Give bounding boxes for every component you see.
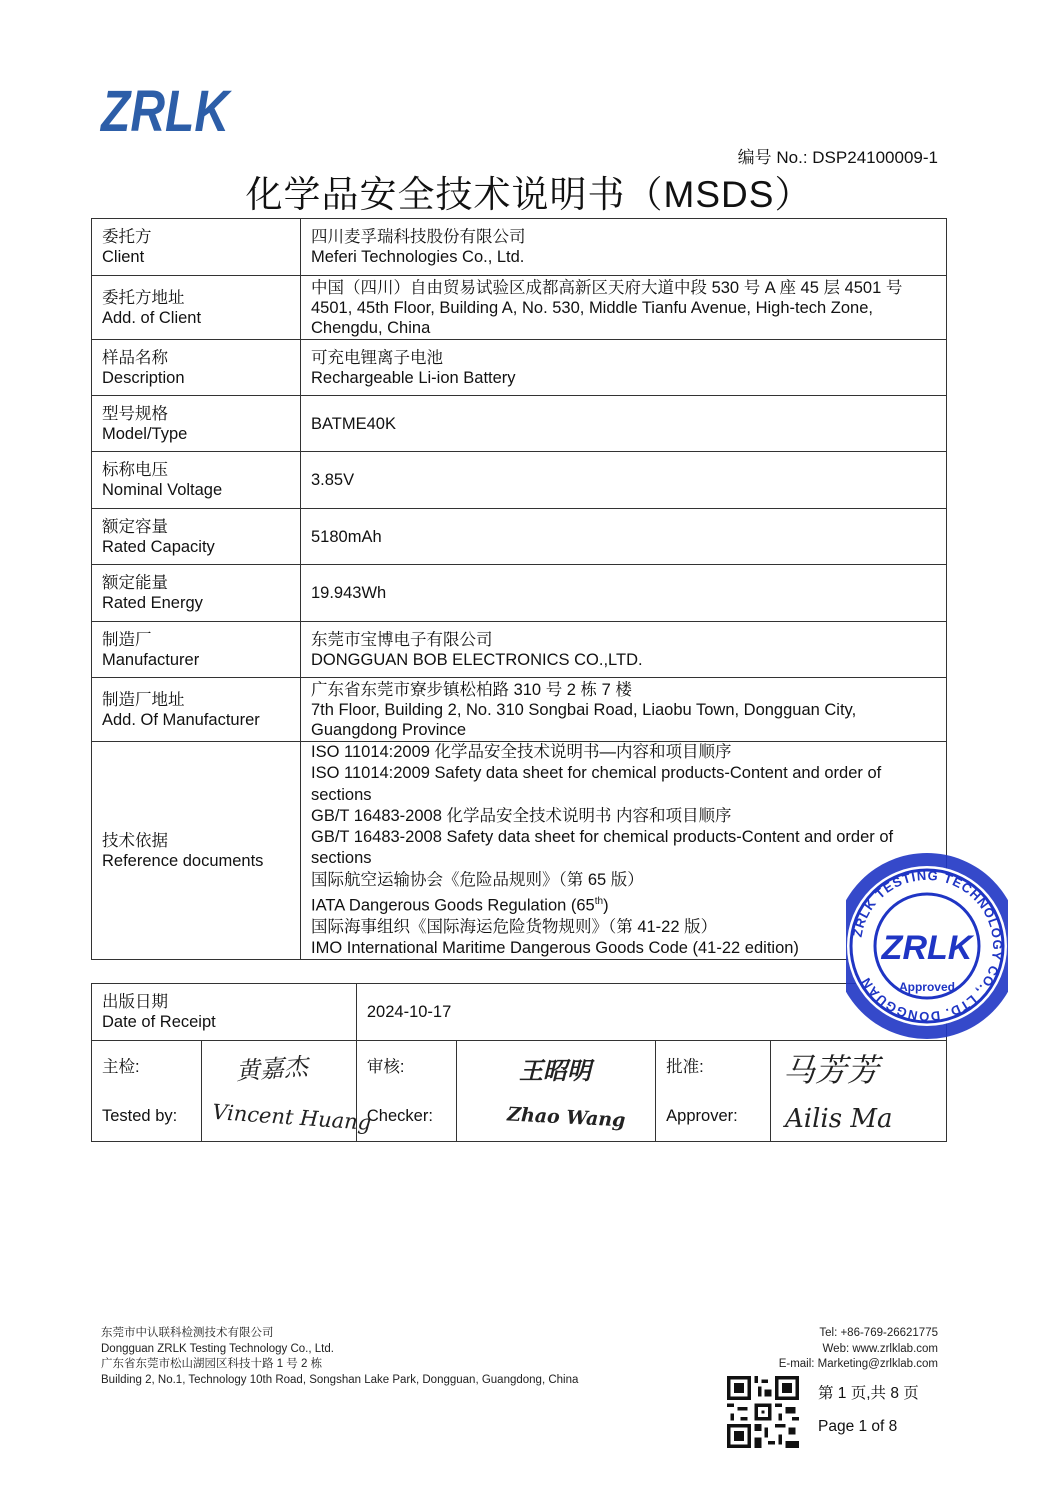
row-manufacturer-address — [92, 678, 947, 742]
footer-line: Dongguan ZRLK Testing Technology Co., Ltd. — [101, 1342, 334, 1355]
footer-email[interactable]: E-mail: Marketing@zrlklab.com — [778, 1358, 938, 1370]
value-line: 7th Floor, Building 2, No. 310 Songbai Road, Liaobu Town, Dongguan City, — [311, 700, 857, 719]
footer-line: 广东省东莞市松山湖园区科技十路 1 号 2 栋 — [101, 1358, 323, 1370]
row-voltage — [92, 452, 947, 509]
reference-line: GB/T 16483-2008 化学品安全技术说明书 内容和项目顺序 — [311, 806, 732, 825]
checker-cn: 审核: — [366, 1058, 405, 1076]
approver-cn: 批准: — [666, 1058, 704, 1076]
tested-by-en: Tested by: — [102, 1107, 178, 1125]
row-signatures — [92, 1041, 947, 1142]
value-line: 东莞市宝博电子有限公司 — [311, 630, 493, 649]
row-reference-documents — [92, 742, 947, 960]
row-date-of-receipt — [92, 984, 947, 1041]
value-line: Chengdu, China — [311, 318, 431, 337]
reference-line: ISO 11014:2009 化学品安全技术说明书—内容和项目顺序 — [311, 743, 732, 761]
footer-line: 东莞市中认联科检测技术有限公司 — [101, 1327, 274, 1339]
footer-contact — [779, 1326, 938, 1373]
value-line: Meferi Technologies Co., Ltd. — [311, 248, 525, 266]
label-en: Date of Receipt — [102, 1013, 216, 1031]
value-line: 中国（四川）自由贸易试验区成都高新区天府大道中段 530 号 A 座 45 层 4501 号 — [311, 278, 903, 297]
signature-cn: 王昭明 — [519, 1056, 592, 1085]
row-client — [92, 219, 947, 276]
page-number-en: Page 1 of 8 — [818, 1418, 898, 1435]
row-model — [92, 396, 947, 452]
document-number: 编号 No.: DSP24100009-1 — [737, 148, 938, 167]
approver-en: Approver: — [666, 1107, 738, 1125]
checker-signature — [457, 1041, 656, 1142]
reference-line: IMO International Maritime Dangerous Goods Code (41-22 edition) — [311, 939, 799, 958]
reference-line: 国际海事组织《国际海运危险货物规则》（第 41-22 版） — [311, 917, 718, 936]
footer-line: Building 2, No.1, Technology 10th Road, Songshan Lake Park, Dongguan, Guangdong, China — [101, 1373, 579, 1386]
stamp-center: ZRLK — [881, 929, 973, 967]
reference-line: ISO 11014:2009 Safety data sheet for chemical products-Content and order of — [311, 764, 882, 783]
signature-cn: 马芳芳 — [783, 1051, 880, 1089]
iata-text: IATA Dangerous Goods Regulation (65 — [311, 896, 595, 915]
iata-close: ) — [603, 896, 609, 915]
label-en: Manufacturer — [102, 650, 200, 669]
logo-text: ZRLK — [99, 79, 233, 144]
label-en: Description — [102, 368, 185, 387]
label-cn: 委托方 — [102, 228, 152, 246]
signature-en: Ailis Ma — [785, 1104, 893, 1134]
iata-superscript: th — [594, 896, 604, 908]
value-line: 5180mAh — [301, 509, 947, 565]
approval-stamp — [846, 851, 1008, 1041]
label-cn: 样品名称 — [102, 348, 168, 367]
label-cn: 额定能量 — [102, 574, 168, 592]
row-capacity — [92, 509, 947, 565]
row-manufacturer — [92, 622, 947, 678]
checker-en: Checker: — [366, 1107, 433, 1125]
label-cn: 额定容量 — [102, 517, 168, 536]
value-line: Guangdong Province — [311, 720, 467, 739]
footer-tel: Tel: +86-769-26621775 — [819, 1327, 938, 1339]
label-en: Add. Of Manufacturer — [102, 710, 260, 729]
value-line: BATME40K — [301, 396, 947, 452]
label-en: Nominal Voltage — [102, 481, 223, 499]
footer-company — [101, 1326, 578, 1388]
label-en: Add. of Client — [102, 308, 202, 327]
value-line: 四川麦孚瑞科技股份有限公司 — [311, 228, 526, 246]
tested-by-cn: 主检: — [102, 1058, 140, 1076]
signature-en: Vincent Huang — [211, 1099, 372, 1135]
label-en: Reference documents — [102, 851, 264, 870]
reference-line-iata — [311, 891, 936, 917]
value-line: 19.943Wh — [301, 565, 947, 622]
label-cn: 技术依据 — [102, 831, 168, 850]
qr-code — [727, 1376, 799, 1448]
stamp-bottom: Approved — [898, 980, 956, 994]
label-cn: 制造厂地址 — [102, 690, 185, 709]
label-en: Rated Capacity — [102, 537, 215, 556]
reference-line: 国际航空运输协会《危险品规则》（第 65 版） — [311, 870, 644, 889]
signature-cn: 黄嘉杰 — [234, 1052, 309, 1086]
row-energy — [92, 565, 947, 622]
label-en: Model/Type — [102, 424, 188, 443]
value-line: 可充电锂离子电池 — [311, 348, 443, 367]
value-line: 4501, 45th Floor, Building A, No. 530, Middle Tianfu Avenue, High-tech Zone, — [311, 298, 873, 317]
row-description — [92, 340, 947, 396]
reference-line: GB/T 16483-2008 Safety data sheet for chemical products-Content and order of — [311, 828, 894, 847]
footer-web[interactable]: Web: www.zrlklab.com — [822, 1342, 938, 1355]
label-en: Rated Energy — [102, 594, 203, 612]
label-en: Client — [102, 248, 145, 266]
reference-line: sections — [311, 785, 372, 804]
page-title: 化学品安全技术说明书（MSDS） — [245, 174, 813, 215]
signature-table — [91, 983, 947, 1142]
label-cn: 出版日期 — [102, 993, 168, 1011]
stamp-ring-text: ZRLK TESTING TECHNOLOGY CO., LTD. DONGGUAN — [849, 867, 1006, 1025]
label-cn: 委托方地址 — [102, 288, 185, 307]
approver-signature — [771, 1041, 947, 1142]
label-cn: 标称电压 — [102, 461, 168, 479]
tested-by-signature — [201, 1041, 372, 1142]
receipt-date: 2024-10-17 — [356, 984, 946, 1041]
info-table — [91, 218, 947, 960]
page-number-cn: 第 1 页,共 8 页 — [818, 1385, 919, 1402]
label-cn: 型号规格 — [102, 404, 168, 423]
reference-line: sections — [311, 849, 372, 868]
label-cn: 制造厂 — [102, 630, 152, 649]
row-client-address — [92, 276, 947, 340]
value-line: Rechargeable Li-ion Battery — [311, 368, 516, 387]
value-line: 广东省东莞市寮步镇松柏路 310 号 2 栋 7 楼 — [311, 680, 632, 699]
value-line: 3.85V — [301, 452, 947, 509]
company-logo — [99, 79, 233, 144]
signature-en: Zhao Wang — [506, 1103, 627, 1132]
value-line: DONGGUAN BOB ELECTRONICS CO.,LTD. — [311, 650, 643, 669]
